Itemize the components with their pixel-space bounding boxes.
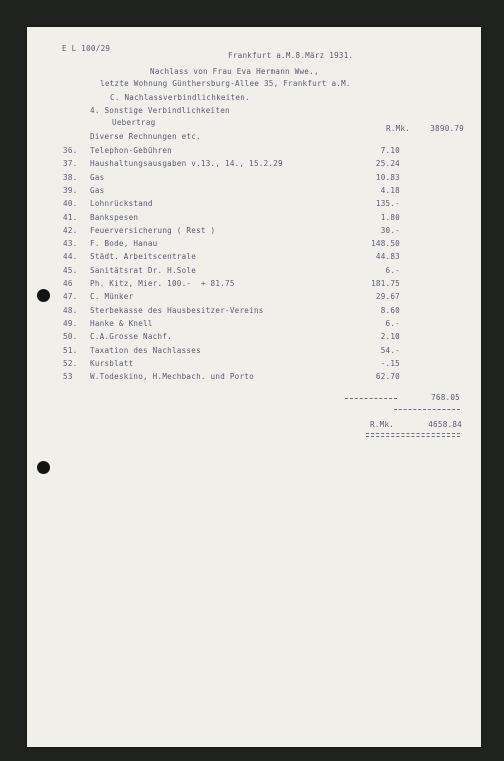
subsection-heading: 4. Sonstige Verbindlichkeiten: [90, 106, 230, 115]
reference-number: E L 100/29: [62, 44, 111, 53]
item-amount: 54.-: [380, 345, 400, 355]
punch-hole: [37, 461, 50, 474]
item-number: 50.: [63, 332, 78, 342]
item-number: 43.: [63, 239, 78, 249]
item-amount: 7.10: [380, 146, 400, 155]
item-description: Kursblatt: [90, 358, 134, 368]
item-amount: 4.18: [380, 185, 400, 195]
item-number: 52.: [63, 358, 78, 368]
item-description: Feuerversicherung ( Rest ): [90, 225, 216, 235]
item-description: C. Münker: [90, 292, 134, 302]
currency-label: R.Mk.: [386, 124, 411, 133]
carry-over-amount: 3890.79: [430, 124, 464, 133]
item-amount: 25.24: [375, 159, 400, 169]
item-description: Gas: [90, 172, 105, 182]
item-amount: 10.83: [375, 172, 400, 182]
item-number: 47.: [63, 292, 78, 302]
date-place: Frankfurt a.M.8.März 1931.: [228, 51, 354, 60]
item-number: 48.: [63, 305, 78, 315]
punch-hole: [37, 289, 50, 302]
item-number: 46: [63, 279, 73, 288]
item-amount: 1.80: [380, 212, 400, 222]
item-description: Bankspesen: [90, 212, 139, 222]
estate-title: Nachlass von Frau Eva Hermann Wwe.,: [150, 67, 319, 76]
item-amount: 44.83: [375, 252, 400, 262]
item-description: F. Bode, Hanau: [90, 239, 158, 249]
item-description: Sterbekasse des Hausbesitzer-Vereins: [90, 305, 264, 315]
item-description: W.Todeskino, H.Mechbach. und Porto: [90, 372, 254, 382]
total-double-rule: [366, 433, 460, 437]
item-number: 37.: [63, 159, 78, 169]
total-rule: [394, 409, 460, 410]
item-number: 51.: [63, 345, 78, 355]
item-amount: 30.-: [380, 225, 400, 235]
item-number: 39.: [63, 185, 78, 195]
item-number: 40.: [63, 199, 78, 209]
item-number: 42.: [63, 225, 78, 235]
item-amount: 62.70: [375, 372, 400, 382]
item-description: Ph. Kitz, Mier. 100.- + 81.75: [90, 279, 235, 288]
item-description: C.A.Grosse Nachf.: [90, 332, 172, 342]
carry-over-label: Uebertrag: [112, 118, 156, 127]
item-description: Haushaltungsausgaben v.13., 14., 15.2.29: [90, 159, 283, 169]
item-amount: 148.50: [371, 239, 400, 249]
item-amount: 2.10: [380, 332, 400, 342]
item-amount: 135.-: [375, 199, 400, 209]
address-line: letzte Wohnung Günthersburg-Allee 35, Frankfurt a.M.: [100, 79, 351, 88]
section-heading: C. Nachlassverbindlichkeiten.: [110, 93, 250, 102]
subtotal-rule: [345, 398, 397, 399]
item-amount: -.15: [380, 358, 400, 368]
misc-invoices-label: Diverse Rechnungen etc.: [90, 132, 201, 141]
item-description: Städt. Arbeitscentrale: [90, 252, 197, 262]
item-amount: 29.67: [375, 292, 400, 302]
item-amount: 8.60: [380, 305, 400, 315]
item-number: 44.: [63, 252, 78, 262]
item-number: 41.: [63, 212, 78, 222]
total-currency: R.Mk.: [370, 420, 395, 429]
item-number: 36.: [63, 146, 78, 155]
item-number: 45.: [63, 265, 78, 275]
item-amount: 6.-: [385, 265, 400, 275]
item-description: Taxation des Nachlasses: [90, 345, 201, 355]
item-description: Sanitätsrat Dr. H.Sole: [90, 265, 197, 275]
item-number: 38.: [63, 172, 78, 182]
total-amount: 4658.84: [428, 420, 462, 429]
item-description: Lohnrückstand: [90, 199, 153, 209]
item-number: 49.: [63, 318, 78, 328]
item-description: Hanke & Knell: [90, 318, 153, 328]
item-amount: 6.-: [385, 318, 400, 328]
item-number: 53: [63, 372, 73, 382]
item-amount: 181.75: [371, 279, 400, 288]
subtotal-amount: 768.05: [431, 393, 460, 402]
item-description: Gas: [90, 185, 105, 195]
item-description: Telephon-Gebühren: [90, 146, 172, 155]
